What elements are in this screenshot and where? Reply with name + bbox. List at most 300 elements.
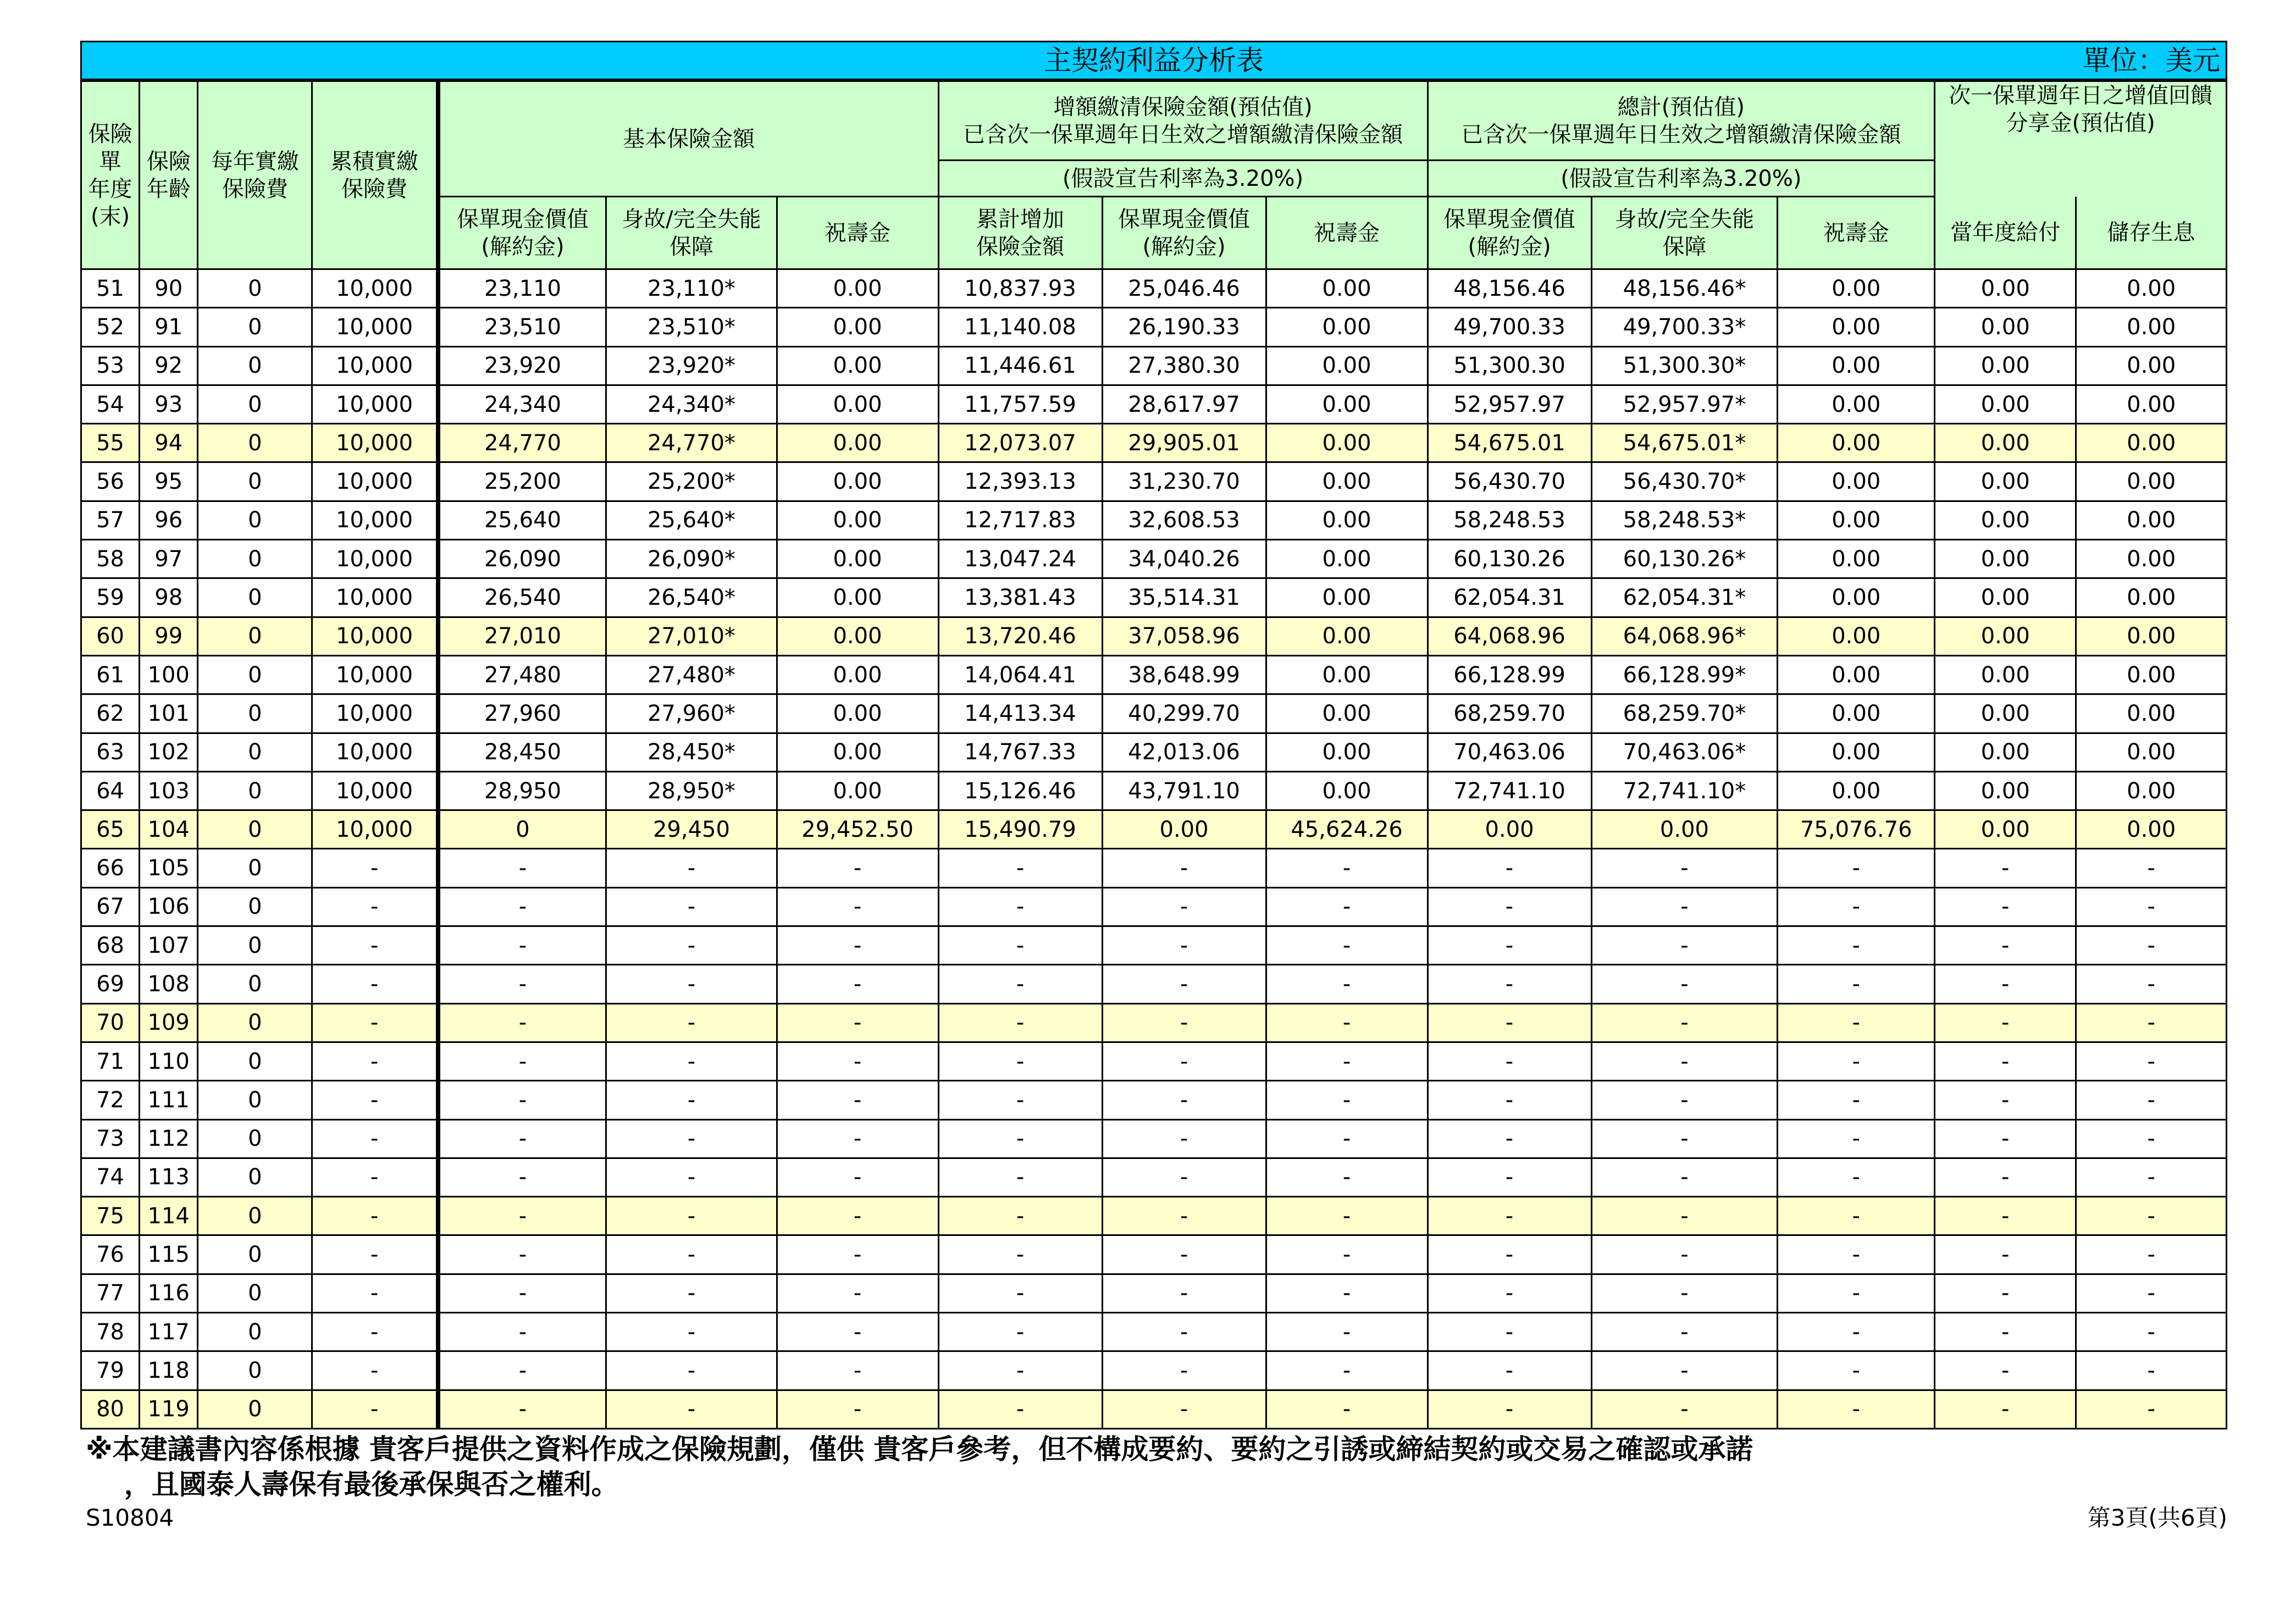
table-cell: - — [938, 849, 1102, 887]
table-cell: 0.00 — [777, 540, 938, 578]
sub-incr-cumulative: 累計增加 保險金額 — [938, 197, 1102, 269]
table-cell: 108 — [140, 965, 198, 1003]
table-cell: - — [606, 887, 777, 926]
table-cell: - — [938, 1158, 1102, 1196]
table-cell: 0.00 — [1266, 771, 1428, 810]
table-cell: 117 — [140, 1313, 198, 1351]
table-cell: - — [1266, 965, 1428, 1003]
table-cell: - — [777, 849, 938, 887]
table-cell: 0 — [198, 1274, 312, 1312]
table-cell: 10,000 — [312, 501, 438, 539]
table-cell: - — [938, 1235, 1102, 1274]
header-dividend: 次一保單週年日之增值回饋 分享金(預估值) — [1935, 81, 2227, 161]
table-row — [81, 771, 2227, 810]
table-cell: - — [606, 1390, 777, 1428]
table-cell: 0 — [198, 926, 312, 965]
table-cell: 53 — [81, 346, 140, 385]
table-cell: - — [312, 887, 438, 926]
table-cell: 0.00 — [2076, 269, 2227, 308]
table-cell: 23,510* — [606, 308, 777, 346]
header-policy-year: 保險 單 年度 (末) — [81, 81, 140, 269]
table-cell: 26,090 — [438, 540, 606, 578]
table-cell: 0.00 — [1778, 733, 1935, 771]
table-cell: - — [1428, 1042, 1591, 1080]
table-cell: 0 — [198, 965, 312, 1003]
table-cell: 0 — [438, 810, 606, 849]
table-cell: 0.00 — [777, 269, 938, 308]
table-cell: 0.00 — [2076, 771, 2227, 810]
table-cell: - — [1778, 1003, 1935, 1042]
table-cell: 49,700.33 — [1428, 308, 1591, 346]
table-cell: - — [1935, 1235, 2076, 1274]
table-cell: 0.00 — [1266, 269, 1428, 308]
table-cell: - — [1935, 1351, 2076, 1390]
table-cell: 0.00 — [1266, 424, 1428, 462]
sub-dividend-saved: 儲存生息 — [2076, 197, 2227, 269]
table-cell: 26,090* — [606, 540, 777, 578]
table-cell: - — [1935, 926, 2076, 965]
table-cell: - — [1935, 1197, 2076, 1235]
table-cell: 0 — [198, 810, 312, 849]
table-cell: 66 — [81, 849, 140, 887]
table-cell: - — [438, 1351, 606, 1390]
table-cell: - — [438, 1390, 606, 1428]
table-cell: - — [1266, 1313, 1428, 1351]
table-cell: 49,700.33* — [1591, 308, 1778, 346]
table-cell: 27,480 — [438, 655, 606, 694]
table-cell: 14,064.41 — [938, 655, 1102, 694]
table-cell: 23,510 — [438, 308, 606, 346]
table-cell: - — [938, 1274, 1102, 1312]
table-cell: 27,010 — [438, 617, 606, 655]
table-cell: - — [1428, 1351, 1591, 1390]
table-cell: - — [1935, 1390, 2076, 1428]
table-row — [81, 308, 2227, 346]
table-cell: 12,073.07 — [938, 424, 1102, 462]
table-cell: 0.00 — [777, 694, 938, 733]
table-cell: 51,300.30* — [1591, 346, 1778, 385]
table-cell: - — [606, 849, 777, 887]
table-cell: 0.00 — [1266, 694, 1428, 733]
table-row — [81, 617, 2227, 655]
table-cell: - — [1428, 1274, 1591, 1312]
table-row — [81, 385, 2227, 423]
table-row — [81, 1081, 2227, 1119]
table-cell: 72,741.10* — [1591, 771, 1778, 810]
table-cell: - — [777, 1119, 938, 1158]
table-cell: 64,068.96* — [1591, 617, 1778, 655]
table-cell: - — [1428, 965, 1591, 1003]
sub-basic-endowment: 祝壽金 — [777, 197, 938, 269]
table-cell: 0.00 — [1935, 385, 2076, 423]
table-cell: 60,130.26* — [1591, 540, 1778, 578]
sub-incr-endowment: 祝壽金 — [1266, 197, 1428, 269]
table-cell: 0.00 — [777, 771, 938, 810]
table-cell: 70 — [81, 1003, 140, 1042]
table-cell: 27,380.30 — [1102, 346, 1266, 385]
table-cell: 25,200 — [438, 462, 606, 501]
table-row — [81, 1197, 2227, 1235]
table-cell: - — [2076, 1119, 2227, 1158]
table-cell: - — [1935, 1042, 2076, 1080]
table-cell: - — [1591, 1003, 1778, 1042]
table-cell: - — [938, 1119, 1102, 1158]
table-cell: - — [606, 1119, 777, 1158]
table-cell: - — [777, 1390, 938, 1428]
table-row — [81, 694, 2227, 733]
table-cell: 10,000 — [312, 617, 438, 655]
table-cell: 0.00 — [1935, 346, 2076, 385]
table-cell: 0.00 — [2076, 655, 2227, 694]
table-cell: - — [312, 1313, 438, 1351]
table-cell: 73 — [81, 1119, 140, 1158]
table-cell: 0.00 — [1935, 308, 2076, 346]
table-cell: 23,110 — [438, 269, 606, 308]
table-cell: 57 — [81, 501, 140, 539]
table-cell: 12,717.83 — [938, 501, 1102, 539]
table-cell: 10,000 — [312, 810, 438, 849]
table-cell: 0.00 — [2076, 617, 2227, 655]
table-cell: 74 — [81, 1158, 140, 1196]
table-row — [81, 540, 2227, 578]
table-cell: 24,340* — [606, 385, 777, 423]
table-cell: - — [1266, 1042, 1428, 1080]
table-cell: 0 — [198, 694, 312, 733]
table-cell: 0.00 — [777, 501, 938, 539]
table-cell: - — [1266, 1003, 1428, 1042]
table-cell: 28,450* — [606, 733, 777, 771]
table-cell: - — [312, 1119, 438, 1158]
table-cell: - — [606, 1081, 777, 1119]
table-cell: 26,540 — [438, 578, 606, 617]
table-cell: 65 — [81, 810, 140, 849]
table-row — [81, 1313, 2227, 1351]
table-cell: 27,960* — [606, 694, 777, 733]
table-cell: 0.00 — [2076, 501, 2227, 539]
table-cell: 24,770* — [606, 424, 777, 462]
table-cell: 42,013.06 — [1102, 733, 1266, 771]
sub-dividend-paid: 當年度給付 — [1935, 197, 2076, 269]
table-cell: - — [1591, 1197, 1778, 1235]
header-age: 保險 年齡 — [140, 81, 198, 269]
sub-total-death-benefit: 身故/完全失能 保障 — [1591, 197, 1778, 269]
table-cell: - — [1778, 1081, 1935, 1119]
table-cell: 35,514.31 — [1102, 578, 1266, 617]
table-cell: - — [777, 965, 938, 1003]
table-row — [81, 1351, 2227, 1390]
table-cell: - — [1591, 1235, 1778, 1274]
table-cell: 0.00 — [1778, 424, 1935, 462]
table-cell: 11,446.61 — [938, 346, 1102, 385]
table-cell: 0.00 — [777, 578, 938, 617]
table-cell: - — [1591, 1119, 1778, 1158]
table-cell: - — [2076, 1351, 2227, 1390]
table-cell: 10,000 — [312, 578, 438, 617]
table-row — [81, 346, 2227, 385]
table-cell: 104 — [140, 810, 198, 849]
table-cell: 0.00 — [1935, 540, 2076, 578]
table-cell: 71 — [81, 1042, 140, 1080]
table-cell: 11,140.08 — [938, 308, 1102, 346]
document-code: S10804 — [86, 1504, 174, 1531]
table-cell: 112 — [140, 1119, 198, 1158]
table-cell: 66,128.99 — [1428, 655, 1591, 694]
table-cell: 95 — [140, 462, 198, 501]
table-cell: 0.00 — [1778, 462, 1935, 501]
table-cell: - — [312, 1274, 438, 1312]
table-cell: 28,950 — [438, 771, 606, 810]
table-row — [81, 1274, 2227, 1312]
table-row — [81, 269, 2227, 308]
table-cell: - — [1935, 887, 2076, 926]
table-cell: 13,047.24 — [938, 540, 1102, 578]
table-cell: 0.00 — [1935, 771, 2076, 810]
table-cell: 27,480* — [606, 655, 777, 694]
table-cell: - — [1591, 1351, 1778, 1390]
table-row — [81, 810, 2227, 849]
table-cell: - — [1428, 926, 1591, 965]
table-cell: - — [1102, 1158, 1266, 1196]
table-row — [81, 1158, 2227, 1196]
table-cell: - — [1778, 887, 1935, 926]
table-cell: - — [1266, 849, 1428, 887]
table-cell: - — [1266, 1081, 1428, 1119]
table-cell: 0.00 — [777, 617, 938, 655]
table-cell: 0.00 — [777, 308, 938, 346]
table-cell: 0.00 — [1935, 462, 2076, 501]
table-cell: 10,000 — [312, 771, 438, 810]
table-cell: - — [1778, 1197, 1935, 1235]
table-cell: 77 — [81, 1274, 140, 1312]
table-cell: 0 — [198, 1313, 312, 1351]
table-cell: 0.00 — [1428, 810, 1591, 849]
table-cell: - — [777, 1081, 938, 1119]
table-cell: - — [1102, 1197, 1266, 1235]
table-cell: 14,413.34 — [938, 694, 1102, 733]
table-cell: 0.00 — [1778, 346, 1935, 385]
table-cell: 0 — [198, 385, 312, 423]
table-cell: 10,000 — [312, 385, 438, 423]
table-cell: 48,156.46* — [1591, 269, 1778, 308]
table-cell: - — [1102, 926, 1266, 965]
table-cell: - — [438, 1235, 606, 1274]
table-cell: 56,430.70* — [1591, 462, 1778, 501]
table-cell: 0.00 — [1935, 501, 2076, 539]
table-row — [81, 1119, 2227, 1158]
page-number: 第3頁(共6頁) — [2087, 1504, 2227, 1531]
table-cell: 29,905.01 — [1102, 424, 1266, 462]
table-cell: 10,000 — [312, 424, 438, 462]
table-cell: 0.00 — [1778, 540, 1935, 578]
unit-label: 單位：美元 — [2083, 45, 2220, 76]
table-cell: 0.00 — [1935, 655, 2076, 694]
table-cell: 0.00 — [1935, 269, 2076, 308]
table-cell: 101 — [140, 694, 198, 733]
table-row — [81, 1390, 2227, 1428]
table-cell: 0.00 — [2076, 540, 2227, 578]
table-cell: 27,010* — [606, 617, 777, 655]
table-cell: - — [1102, 1351, 1266, 1390]
table-cell: 51,300.30 — [1428, 346, 1591, 385]
table-cell: 52,957.97 — [1428, 385, 1591, 423]
benefit-analysis-table — [80, 80, 2227, 1429]
table-cell: 0.00 — [1266, 385, 1428, 423]
table-cell: 26,540* — [606, 578, 777, 617]
title-bar — [80, 41, 2227, 80]
table-cell: 118 — [140, 1351, 198, 1390]
table-cell: 100 — [140, 655, 198, 694]
table-cell: - — [777, 1235, 938, 1274]
table-cell: 69 — [81, 965, 140, 1003]
table-cell: 63 — [81, 733, 140, 771]
table-cell: 25,640* — [606, 501, 777, 539]
table-cell: - — [438, 1042, 606, 1080]
table-cell: 11,757.59 — [938, 385, 1102, 423]
table-cell: 0.00 — [1778, 694, 1935, 733]
table-cell: 0.00 — [2076, 733, 2227, 771]
table-cell: 52,957.97* — [1591, 385, 1778, 423]
table-cell: 0.00 — [1591, 810, 1778, 849]
table-cell: - — [1102, 849, 1266, 887]
table-cell: - — [1778, 1274, 1935, 1312]
table-cell: 79 — [81, 1351, 140, 1390]
table-cell: - — [938, 1351, 1102, 1390]
table-cell: - — [1428, 1081, 1591, 1119]
table-cell: - — [2076, 926, 2227, 965]
table-cell: - — [1591, 965, 1778, 1003]
table-cell: 0 — [198, 1351, 312, 1390]
table-cell: - — [606, 926, 777, 965]
table-cell: - — [1428, 1197, 1591, 1235]
table-cell: - — [1935, 849, 2076, 887]
table-cell: - — [938, 1042, 1102, 1080]
table-cell: 0.00 — [1778, 385, 1935, 423]
table-cell: 0 — [198, 1003, 312, 1042]
table-cell: 59 — [81, 578, 140, 617]
table-cell: - — [938, 926, 1102, 965]
header-increased-amount: 增額繳清保險金額(預估值) 已含次一保單週年日生效之增額繳清保險金額 — [938, 81, 1428, 161]
table-cell: 0.00 — [777, 655, 938, 694]
table-cell: 97 — [140, 540, 198, 578]
table-cell: 25,200* — [606, 462, 777, 501]
table-cell: 10,837.93 — [938, 269, 1102, 308]
table-cell: 64,068.96 — [1428, 617, 1591, 655]
table-cell: - — [312, 1390, 438, 1428]
table-cell: - — [1266, 926, 1428, 965]
table-cell: 26,190.33 — [1102, 308, 1266, 346]
table-cell: 60 — [81, 617, 140, 655]
table-cell: 58,248.53 — [1428, 501, 1591, 539]
table-cell: 23,920* — [606, 346, 777, 385]
table-cell: - — [1778, 1042, 1935, 1080]
table-cell: 90 — [140, 269, 198, 308]
table-cell: 103 — [140, 771, 198, 810]
table-cell: - — [1778, 1235, 1935, 1274]
table-cell: 15,126.46 — [938, 771, 1102, 810]
table-cell: - — [777, 1313, 938, 1351]
disclaimer-text: ※本建議書內容係根據 貴客戶提供之資料作成之保險規劃，僅供 貴客戶參考，但不構成要約、要約之引誘或締結契約或交易之確認或承諾 ，且國泰人壽保有最後承保與否之權利。 — [86, 1433, 1753, 1500]
table-cell: - — [438, 1158, 606, 1196]
table-cell: 62 — [81, 694, 140, 733]
table-cell: - — [1266, 1197, 1428, 1235]
table-cell: 10,000 — [312, 733, 438, 771]
table-cell: - — [1428, 1003, 1591, 1042]
table-cell: 54,675.01* — [1591, 424, 1778, 462]
table-cell: 91 — [140, 308, 198, 346]
table-row — [81, 733, 2227, 771]
table-cell: - — [606, 965, 777, 1003]
table-cell: 13,720.46 — [938, 617, 1102, 655]
table-cell: - — [312, 965, 438, 1003]
table-cell: - — [606, 1235, 777, 1274]
header-dividend-spacer — [1935, 161, 2227, 197]
table-cell: - — [438, 926, 606, 965]
table-cell: 58,248.53* — [1591, 501, 1778, 539]
table-cell: - — [312, 1197, 438, 1235]
table-cell: - — [1428, 1390, 1591, 1428]
table-cell: - — [1778, 926, 1935, 965]
table-cell: 107 — [140, 926, 198, 965]
table-cell: 0.00 — [2076, 578, 2227, 617]
sub-basic-cash-value: 保單現金價值 (解約金) — [438, 197, 606, 269]
table-row — [81, 655, 2227, 694]
table-cell: - — [606, 1197, 777, 1235]
table-cell: - — [2076, 965, 2227, 1003]
table-body — [81, 269, 2227, 1429]
table-cell: - — [312, 1351, 438, 1390]
table-cell: - — [938, 965, 1102, 1003]
table-cell: - — [312, 1042, 438, 1080]
table-cell: 102 — [140, 733, 198, 771]
table-cell: - — [2076, 1274, 2227, 1312]
table-cell: - — [1935, 1119, 2076, 1158]
table-cell: 48,156.46 — [1428, 269, 1591, 308]
table-cell: 0.00 — [1935, 617, 2076, 655]
table-cell: 10,000 — [312, 655, 438, 694]
table-cell: 62,054.31* — [1591, 578, 1778, 617]
table-cell: 34,040.26 — [1102, 540, 1266, 578]
table-cell: 116 — [140, 1274, 198, 1312]
table-cell: 115 — [140, 1235, 198, 1274]
table-cell: 10,000 — [312, 346, 438, 385]
table-cell: - — [606, 1351, 777, 1390]
table-cell: 10,000 — [312, 269, 438, 308]
table-row — [81, 578, 2227, 617]
table-cell: - — [438, 1119, 606, 1158]
table-cell: 0 — [198, 887, 312, 926]
table-cell: - — [938, 1197, 1102, 1235]
table-cell: 66,128.99* — [1591, 655, 1778, 694]
table-cell: 68,259.70 — [1428, 694, 1591, 733]
table-row — [81, 462, 2227, 501]
table-cell: 70,463.06 — [1428, 733, 1591, 771]
table-cell: - — [938, 1003, 1102, 1042]
table-cell: 0.00 — [1935, 424, 2076, 462]
table-cell: 0 — [198, 1119, 312, 1158]
table-cell: - — [1428, 1158, 1591, 1196]
table-cell: - — [312, 1158, 438, 1196]
table-row — [81, 1042, 2227, 1080]
sub-basic-death-benefit: 身故/完全失能 保障 — [606, 197, 777, 269]
table-cell: 37,058.96 — [1102, 617, 1266, 655]
table-cell: - — [2076, 1197, 2227, 1235]
table-cell: 0.00 — [777, 733, 938, 771]
table-cell: - — [1591, 1390, 1778, 1428]
table-cell: 0.00 — [1266, 308, 1428, 346]
table-cell: 0 — [198, 1081, 312, 1119]
table-cell: 0 — [198, 501, 312, 539]
table-cell: - — [1102, 1081, 1266, 1119]
